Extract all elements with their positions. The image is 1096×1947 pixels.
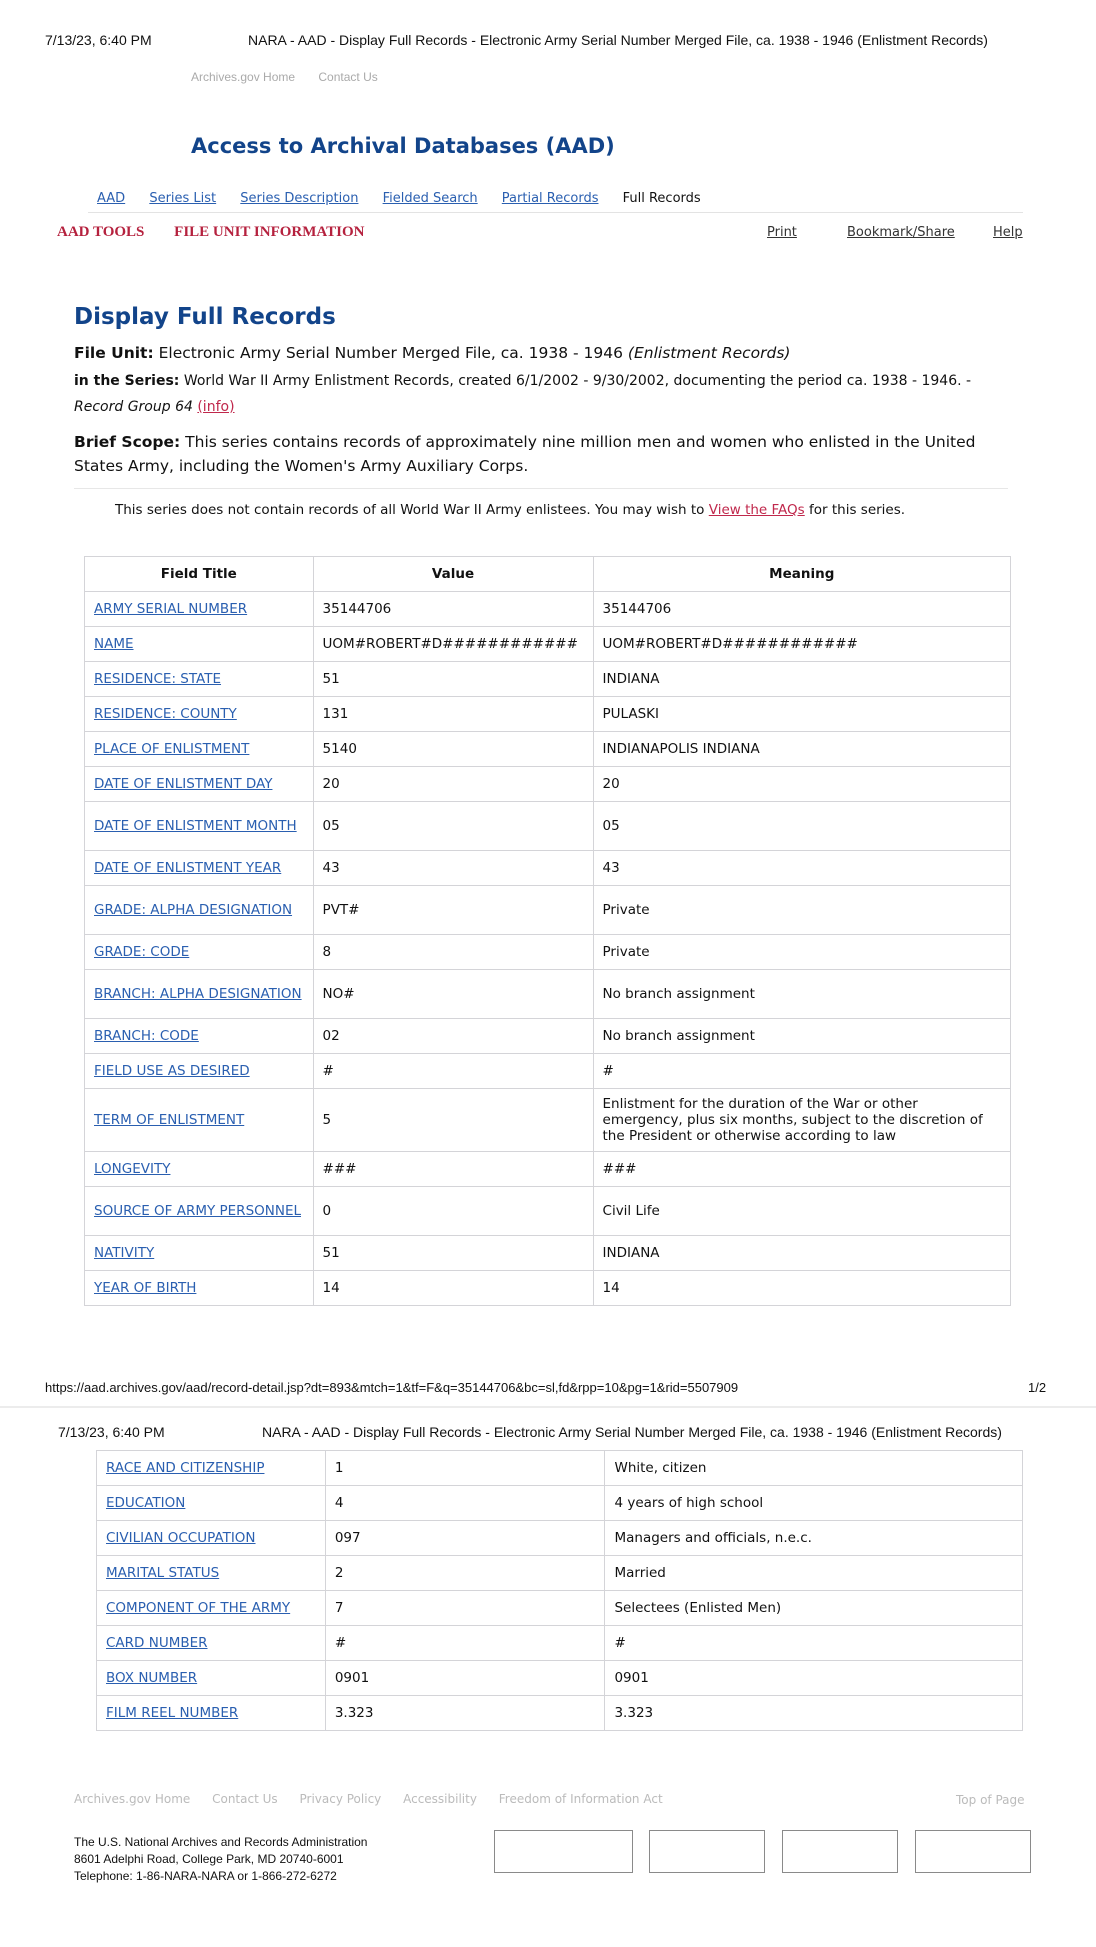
footer-logo-placeholder — [494, 1830, 633, 1873]
table-row — [85, 1152, 1011, 1187]
page-number: 1/2 — [1028, 1380, 1047, 1395]
field-link[interactable]: ARMY SERIAL NUMBER — [94, 601, 248, 617]
field-link[interactable]: BRANCH: ALPHA DESIGNATION — [94, 986, 302, 1002]
field-link[interactable]: NAME — [94, 636, 134, 652]
footer-links — [74, 1792, 681, 1806]
table-row — [85, 802, 1011, 851]
top-of-page-link[interactable]: Top of Page — [956, 1793, 1025, 1807]
breadcrumb-fielded-search[interactable]: Fielded Search — [382, 191, 478, 206]
value-cell: UOM#ROBERT#D############ — [313, 627, 593, 662]
field-link[interactable]: SOURCE OF ARMY PERSONNEL — [94, 1203, 302, 1219]
field-link[interactable]: RESIDENCE: STATE — [94, 671, 222, 687]
field-link[interactable]: EDUCATION — [106, 1495, 186, 1511]
field-link[interactable]: YEAR OF BIRTH — [94, 1280, 197, 1296]
value-cell: 4 — [325, 1486, 605, 1521]
file-unit-info-menu[interactable]: FILE UNIT INFORMATION — [174, 224, 365, 240]
divider — [74, 488, 1008, 489]
address-line: 8601 Adelphi Road, College Park, MD 20740-6001 — [74, 1852, 344, 1866]
field-link[interactable]: GRADE: CODE — [94, 944, 190, 960]
file-unit-label: File Unit: — [74, 344, 154, 362]
value-cell: NO# — [313, 970, 593, 1019]
value-cell: 097 — [325, 1521, 605, 1556]
meaning-cell: 4 years of high school — [605, 1486, 1023, 1521]
table-row — [85, 970, 1011, 1019]
field-link[interactable]: COMPONENT OF THE ARMY — [106, 1600, 291, 1616]
table-row — [85, 851, 1011, 886]
meaning-cell: 0901 — [605, 1661, 1023, 1696]
page-title: Display Full Records — [74, 304, 336, 330]
table-row — [85, 1019, 1011, 1054]
archives-home-link[interactable]: Archives.gov Home — [191, 70, 296, 84]
meaning-cell: INDIANA — [593, 1236, 1010, 1271]
record-group: Record Group 64 — [74, 399, 193, 415]
scope-text: This series contains records of approximately nine million men and women who enlisted in the United States Army, including the Women's Army Auxiliary Corps. — [74, 433, 976, 475]
series-note — [115, 502, 905, 518]
table-row — [85, 1054, 1011, 1089]
table-row — [97, 1696, 1023, 1731]
table-row — [85, 662, 1011, 697]
aad-tools-menu[interactable]: AAD TOOLS — [57, 224, 145, 240]
series-label: in the Series: — [74, 373, 180, 389]
value-cell: 7 — [325, 1591, 605, 1626]
divider — [88, 212, 1023, 213]
field-link[interactable]: GRADE: ALPHA DESIGNATION — [94, 902, 293, 918]
field-link[interactable]: FILM REEL NUMBER — [106, 1705, 239, 1721]
table-row — [97, 1451, 1023, 1486]
footer-privacy-policy-link[interactable]: Privacy Policy — [299, 1792, 382, 1806]
header-meaning: Meaning — [593, 557, 1010, 592]
value-cell: 5140 — [313, 732, 593, 767]
value-cell: 14 — [313, 1271, 593, 1306]
table-row — [97, 1486, 1023, 1521]
meaning-cell: ### — [593, 1152, 1010, 1187]
field-link[interactable]: MARITAL STATUS — [106, 1565, 220, 1581]
table-row — [97, 1591, 1023, 1626]
scope-label: Brief Scope: — [74, 433, 181, 451]
meaning-cell: Selectees (Enlisted Men) — [605, 1591, 1023, 1626]
table-row — [85, 935, 1011, 970]
info-link[interactable]: (info) — [197, 399, 235, 415]
meaning-cell: White, citizen — [605, 1451, 1023, 1486]
header-value: Value — [313, 557, 593, 592]
value-cell: 2 — [325, 1556, 605, 1591]
meaning-cell: PULASKI — [593, 697, 1010, 732]
bookmark-share-link[interactable]: Bookmark/Share — [847, 225, 955, 240]
table-row — [97, 1556, 1023, 1591]
series-text: World War II Army Enlistment Records, created 6/1/2002 - 9/30/2002, documenting the period ca. 1938 - 1946. - — [183, 373, 972, 389]
value-cell: 0901 — [325, 1661, 605, 1696]
field-link[interactable]: LONGEVITY — [94, 1161, 171, 1177]
print-url: https://aad.archives.gov/aad/record-detail.jsp?dt=893&mtch=1&tf=F&q=35144706&bc=sl,fd&rpp=10&pg=1&rid=5507909 — [45, 1380, 739, 1395]
value-cell: 0 — [313, 1187, 593, 1236]
print-title: NARA - AAD - Display Full Records - Electronic Army Serial Number Merged File, ca. 1938 - 1946 (Enlistment Records) — [262, 1424, 1002, 1440]
records-table — [84, 556, 1011, 1306]
value-cell: 20 — [313, 767, 593, 802]
field-link[interactable]: BRANCH: CODE — [94, 1028, 199, 1044]
meaning-cell: Private — [593, 886, 1010, 935]
value-cell: 35144706 — [313, 592, 593, 627]
breadcrumb — [97, 191, 701, 206]
table-row — [85, 697, 1011, 732]
print-title: NARA - AAD - Display Full Records - Electronic Army Serial Number Merged File, ca. 1938 - 1946 (Enlistment Records) — [248, 32, 988, 48]
value-cell: 8 — [313, 935, 593, 970]
breadcrumb-aad[interactable]: AAD — [97, 191, 126, 206]
file-unit-italic: (Enlistment Records) — [627, 344, 791, 362]
meaning-cell: No branch assignment — [593, 1019, 1010, 1054]
meaning-cell: # — [593, 1054, 1010, 1089]
site-title: Access to Archival Databases (AAD) — [191, 134, 615, 158]
footer-logo-placeholder — [782, 1830, 898, 1873]
file-unit-text: Electronic Army Serial Number Merged File, ca. 1938 - 1946 — [158, 344, 623, 362]
value-cell: 131 — [313, 697, 593, 732]
breadcrumb-series-description[interactable]: Series Description — [240, 191, 359, 206]
value-cell: # — [313, 1054, 593, 1089]
value-cell: 05 — [313, 802, 593, 851]
table-row — [85, 1271, 1011, 1306]
table-row — [85, 627, 1011, 662]
view-faqs-link[interactable]: View the FAQs — [708, 502, 805, 518]
page-break — [0, 1406, 1096, 1408]
footer-logo-placeholder — [915, 1830, 1031, 1873]
breadcrumb-series-list[interactable]: Series List — [149, 191, 217, 206]
table-header-row — [85, 557, 1011, 592]
value-cell: 02 — [313, 1019, 593, 1054]
table-row — [85, 1236, 1011, 1271]
table-row — [97, 1626, 1023, 1661]
field-link[interactable]: CARD NUMBER — [106, 1635, 208, 1651]
address-line: The U.S. National Archives and Records Administration — [74, 1835, 368, 1849]
contact-us-link[interactable]: Contact Us — [318, 70, 378, 84]
field-link[interactable]: FIELD USE AS DESIRED — [94, 1063, 250, 1079]
footer-contact-us-link[interactable]: Contact Us — [212, 1792, 278, 1806]
value-cell: 51 — [313, 662, 593, 697]
field-link[interactable]: DATE OF ENLISTMENT YEAR — [94, 860, 282, 876]
meaning-cell: 43 — [593, 851, 1010, 886]
field-link[interactable]: NATIVITY — [94, 1245, 155, 1261]
top-links — [191, 70, 398, 84]
value-cell: PVT# — [313, 886, 593, 935]
print-timestamp: 7/13/23, 6:40 PM — [45, 32, 152, 48]
table-row — [97, 1661, 1023, 1696]
header-field-title: Field Title — [85, 557, 314, 592]
value-cell: # — [325, 1626, 605, 1661]
note-text: This series does not contain records of all World War II Army enlistees. You may wish to — [115, 502, 705, 518]
breadcrumb-current: Full Records — [622, 191, 701, 206]
footer-archives-home-link[interactable]: Archives.gov Home — [74, 1792, 191, 1806]
value-cell: 1 — [325, 1451, 605, 1486]
meaning-cell: 20 — [593, 767, 1010, 802]
value-cell: 51 — [313, 1236, 593, 1271]
meaning-cell: 14 — [593, 1271, 1010, 1306]
field-link[interactable]: DATE OF ENLISTMENT MONTH — [94, 818, 297, 834]
meaning-cell: Civil Life — [593, 1187, 1010, 1236]
field-link[interactable]: DATE OF ENLISTMENT DAY — [94, 776, 273, 792]
help-link[interactable]: Help — [993, 225, 1023, 240]
tools-bar — [57, 224, 390, 241]
meaning-cell: 3.323 — [605, 1696, 1023, 1731]
value-cell: ### — [313, 1152, 593, 1187]
nara-address — [74, 1834, 367, 1885]
field-link[interactable]: PLACE OF ENLISTMENT — [94, 741, 250, 757]
field-link[interactable]: TERM OF ENLISTMENT — [94, 1112, 245, 1128]
value-cell: 43 — [313, 851, 593, 886]
table-row — [85, 767, 1011, 802]
meaning-cell: Managers and officials, n.e.c. — [605, 1521, 1023, 1556]
print-timestamp: 7/13/23, 6:40 PM — [58, 1424, 165, 1440]
print-link[interactable]: Print — [767, 225, 797, 240]
brief-scope — [74, 430, 1014, 478]
table-row — [85, 886, 1011, 935]
table-row — [85, 1187, 1011, 1236]
meaning-cell: INDIANAPOLIS INDIANA — [593, 732, 1010, 767]
breadcrumb-partial-records[interactable]: Partial Records — [501, 191, 599, 206]
meaning-cell: 35144706 — [593, 592, 1010, 627]
value-cell: 5 — [313, 1089, 593, 1152]
file-unit — [74, 344, 790, 362]
meaning-cell: Enlistment for the duration of the War or other emergency, plus six months, subject to the discretion of the President or otherwise according to law — [593, 1089, 1010, 1152]
value-cell: 3.323 — [325, 1696, 605, 1731]
footer-accessibility-link[interactable]: Accessibility — [403, 1792, 477, 1806]
table-row — [85, 732, 1011, 767]
meaning-cell: No branch assignment — [593, 970, 1010, 1019]
field-link[interactable]: CIVILIAN OCCUPATION — [106, 1530, 256, 1546]
field-link[interactable]: RACE AND CITIZENSHIP — [106, 1460, 265, 1476]
records-table-continued — [96, 1450, 1023, 1731]
meaning-cell: Married — [605, 1556, 1023, 1591]
series-info — [74, 368, 1014, 420]
table-row — [85, 1089, 1011, 1152]
field-link[interactable]: BOX NUMBER — [106, 1670, 198, 1686]
meaning-cell: # — [605, 1626, 1023, 1661]
meaning-cell: Private — [593, 935, 1010, 970]
meaning-cell: 05 — [593, 802, 1010, 851]
note-text-after: for this series. — [809, 502, 906, 518]
table-row — [97, 1521, 1023, 1556]
field-link[interactable]: RESIDENCE: COUNTY — [94, 706, 237, 722]
table-row — [85, 592, 1011, 627]
address-line: Telephone: 1-86-NARA-NARA or 1-866-272-6272 — [74, 1869, 337, 1883]
meaning-cell: INDIANA — [593, 662, 1010, 697]
footer-foia-link[interactable]: Freedom of Information Act — [498, 1792, 663, 1806]
meaning-cell: UOM#ROBERT#D############ — [593, 627, 1010, 662]
footer-logo-placeholder — [649, 1830, 765, 1873]
